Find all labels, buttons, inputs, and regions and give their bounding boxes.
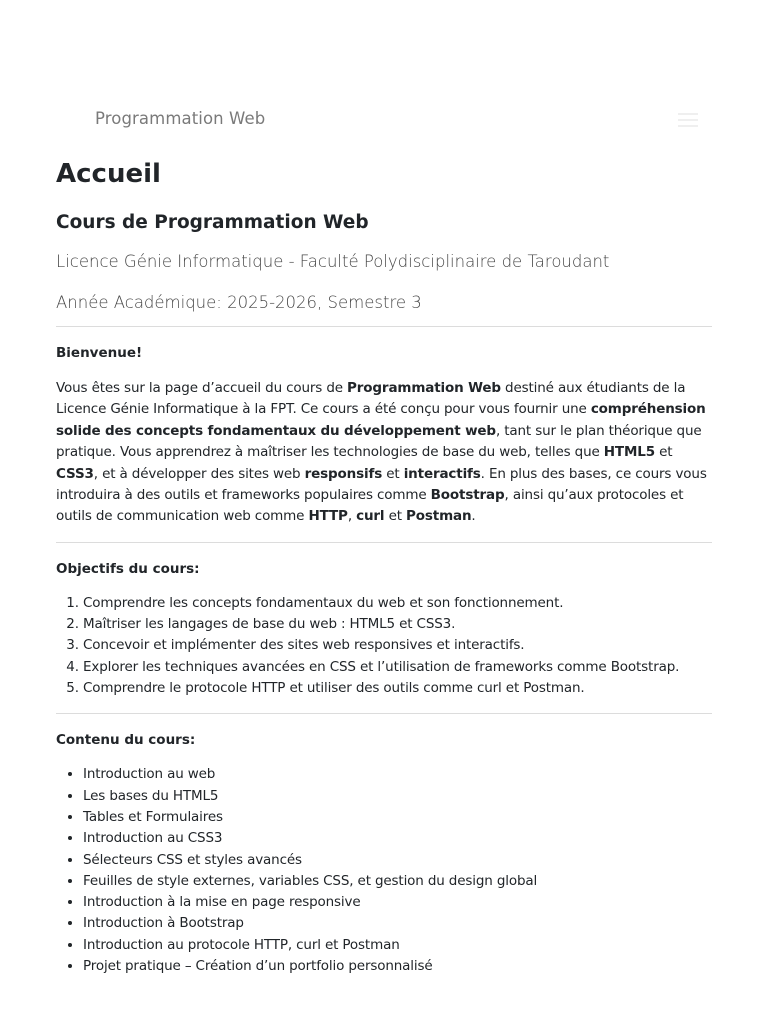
divider [56, 542, 712, 543]
content-item: • Introduction au protocole HTTP, curl et Postman [83, 935, 712, 956]
contents-list [56, 764, 712, 977]
objective-item: 1. Comprendre les concepts fondamentaux du web et son fonctionnement. [83, 593, 712, 614]
main-content [56, 154, 712, 977]
objective-item: 3. Concevoir et implémenter des sites web responsives et interactifs. [83, 635, 712, 656]
emphasis-text: responsifs [304, 465, 383, 482]
content-item: • Introduction à la mise en page responsive [83, 892, 712, 913]
content-item: • Les bases du HTML5 [83, 786, 712, 807]
paragraph-text: et [654, 444, 673, 461]
emphasis-text: CSS3 [56, 465, 94, 482]
paragraph-text: , et à développer des sites web [93, 465, 305, 482]
objectives-list [56, 593, 712, 699]
academic-year-subtitle: Année Académique: 2025-2026, Semestre 3 [56, 293, 422, 312]
objective-item: 2. Maîtriser les langages de base du web : HTML5 et CSS3. [83, 614, 712, 635]
objectives-heading: Objectifs du cours: [56, 560, 200, 577]
navbar-brand-link[interactable]: Programmation Web [95, 109, 266, 128]
paragraph-text: destiné aux étudiants de la Licence Génie Informatique à la FPT. Ce cours a été conçu pour vous fournir une [56, 380, 686, 418]
objective-item: 5. Comprendre le protocole HTTP et utiliser des outils comme curl et Postman. [83, 678, 712, 699]
paragraph-text: et [382, 465, 404, 482]
divider [56, 713, 712, 714]
content-item: • Introduction au web [83, 764, 712, 785]
paragraph-text: , ainsi qu’aux protocoles et outils de communication web comme [56, 487, 684, 525]
objective-item: 4. Explorer les techniques avancées en CSS et l’utilisation de frameworks comme Bootstrap. [83, 657, 712, 678]
content-item: • Projet pratique – Création d’un portfolio personnalisé [83, 956, 712, 977]
divider [56, 326, 712, 327]
menu-toggle-icon[interactable] [676, 109, 700, 129]
content-item: • Feuilles de style externes, variables CSS, et gestion du design global [83, 871, 712, 892]
contents-heading: Contenu du cours: [56, 732, 196, 749]
content-item: • Sélecteurs CSS et styles avancés [83, 850, 712, 871]
navbar [0, 100, 768, 142]
emphasis-text: HTML5 [603, 444, 655, 461]
emphasis-text: compréhension solide des concepts fondamentaux du développement web [56, 401, 706, 439]
emphasis-text: HTTP [308, 508, 348, 525]
content-item: • Tables et Formulaires [83, 807, 712, 828]
emphasis-text: Programmation Web [347, 380, 501, 396]
emphasis-text: Postman [406, 508, 472, 525]
paragraph-text: , tant sur le plan théorique que pratique. Vous apprendrez à maîtriser les technologies de base du web, telles que [56, 422, 702, 461]
paragraph-text: Vous êtes sur la page d’accueil du cours de [56, 380, 348, 396]
content-item: • Introduction à Bootstrap [83, 913, 712, 934]
emphasis-text: interactifs [403, 465, 481, 482]
emphasis-text: curl [356, 508, 385, 525]
paragraph-text: . En plus des bases, ce cours vous introduira à des outils et frameworks populaires comme [56, 465, 707, 504]
welcome-heading: Bienvenue! [56, 345, 143, 361]
emphasis-text: Bootstrap [430, 487, 505, 504]
content-item: • Introduction au CSS3 [83, 828, 712, 849]
paragraph-text: , [347, 508, 357, 525]
program-subtitle: Licence Génie Informatique - Faculté Polydisciplinaire de Taroudant [56, 252, 610, 271]
paragraph-text: et [384, 508, 407, 525]
page-title: Accueil [56, 159, 161, 189]
course-title: Cours de Programmation Web [56, 212, 369, 233]
welcome-paragraph [56, 378, 712, 528]
paragraph-text: . [471, 508, 476, 525]
